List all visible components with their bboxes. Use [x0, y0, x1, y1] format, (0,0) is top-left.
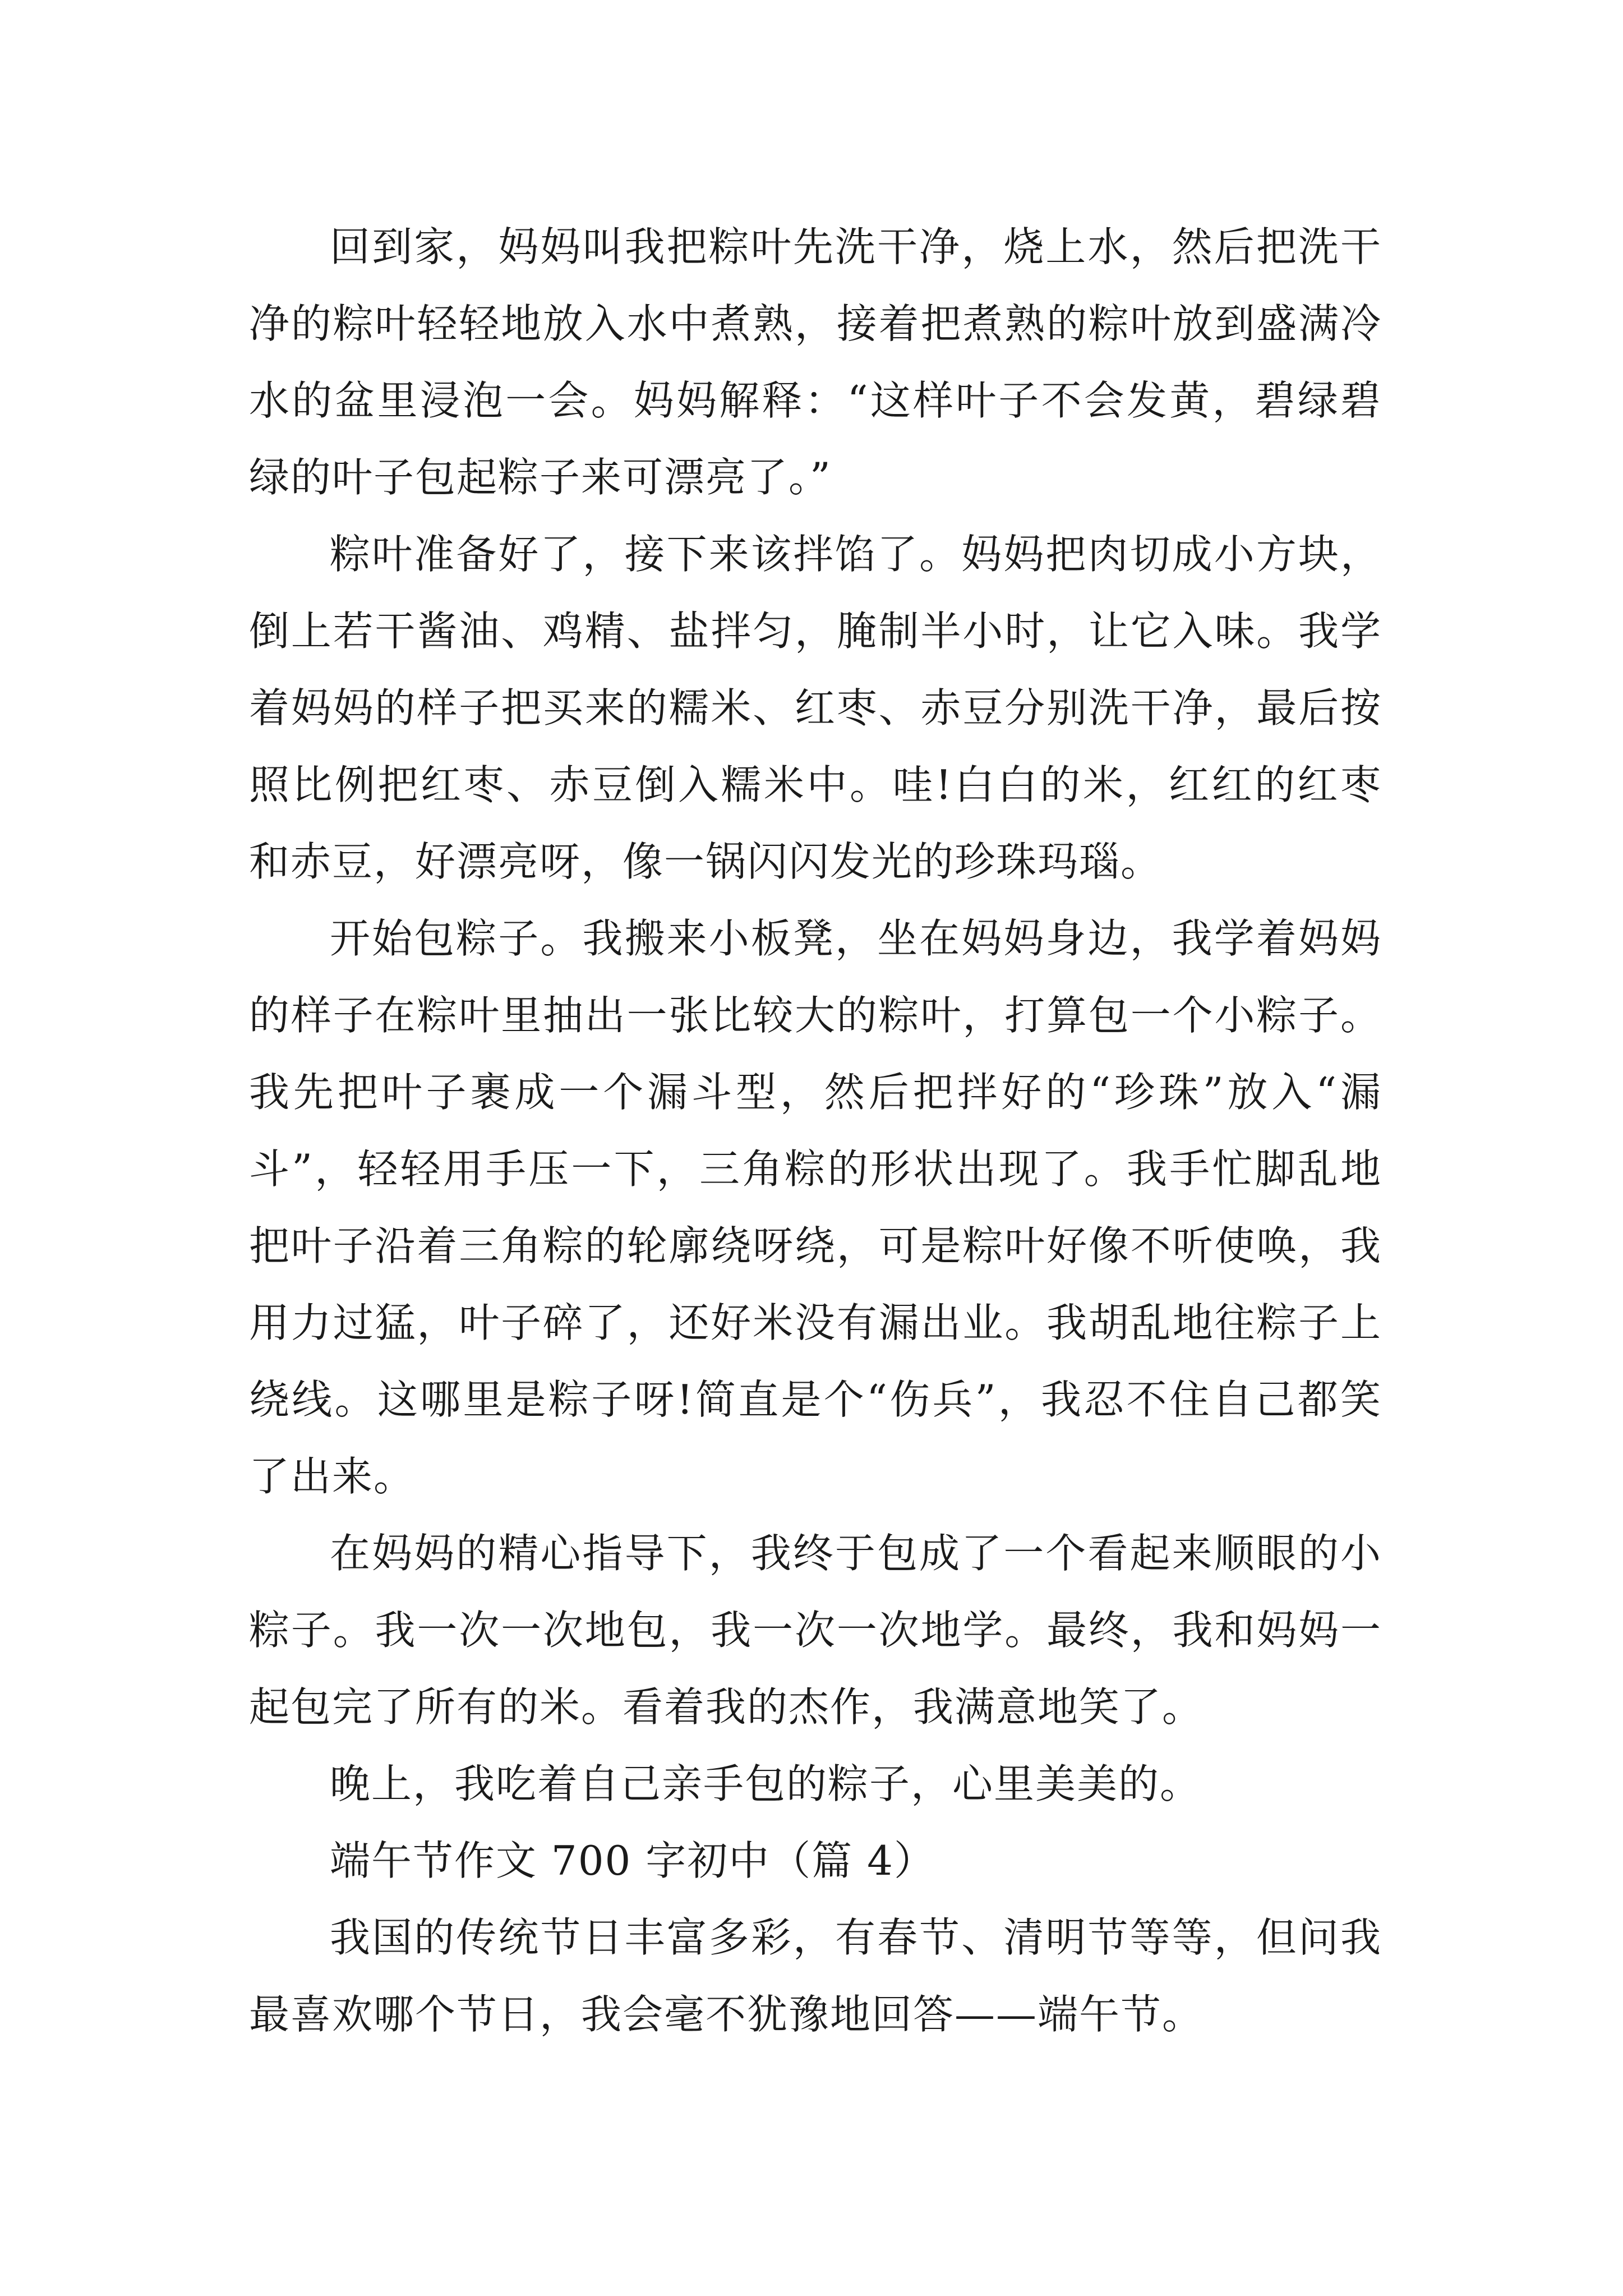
section-heading: 端午节作文 700 字初中（篇 4） [330, 1837, 935, 1884]
paragraph-preparing-filling: 粽叶准备好了，接下来该拌馅了。妈妈把肉切成小方块，倒上若干酱油、鸡精、盐拌匀，腌制半小时，让它入味。我学着妈妈的样子把买来的糯米、红枣、赤豆分别洗干净，最后按照比例把红枣、赤豆倒入糯米中。哇!白白的米，红红的红枣和赤豆，好漂亮呀，像一锅闪闪发光的珍珠玛瑙。 [249, 531, 1382, 885]
paragraph-favorite-festival: 我国的传统节日丰富多彩，有春节、清明节等等，但问我最喜欢哪个节日，我会毫不犹豫地回答——端午节。 [249, 1914, 1382, 2038]
paragraph-washing-leaves: 回到家，妈妈叫我把粽叶先洗干净，烧上水，然后把洗干净的粽叶轻轻地放入水中煮熟，接着把煮熟的粽叶放到盛满冷水的盆里浸泡一会。妈妈解释：“这样叶子不会发黄，碧绿碧绿的叶子包起粽子来可漂亮了。” [249, 223, 1382, 501]
paragraph-evening: 晚上，我吃着自己亲手包的粽子，心里美美的。 [330, 1760, 1202, 1807]
paragraph-wrapping-zongzi: 开始包粽子。我搬来小板凳，坐在妈妈身边，我学着妈妈的样子在粽叶里抽出一张比较大的粽叶，打算包一个小粽子。我先把叶子裹成一个漏斗型，然后把拌好的“珍珠”放入“漏斗”，轻轻用手压一下，三角粽的形状出现了。我手忙脚乱地把叶子沿着三角粽的轮廓绕呀绕，可是粽叶好像不听使唤，我用力过猛，叶子碎了，还好米没有漏出业。我胡乱地往粽子上绕线。这哪里是粽子呀!简直是个“伤兵”，我忍不住自己都笑了出来。 [249, 915, 1382, 1500]
paragraph-finished-zongzi: 在妈妈的精心指导下，我终于包成了一个看起来顺眼的小粽子。我一次一次地包，我一次一次地学。最终，我和妈妈一起包完了所有的米。看着我的杰作，我满意地笑了。 [249, 1530, 1382, 1731]
document-body [249, 209, 1382, 2053]
